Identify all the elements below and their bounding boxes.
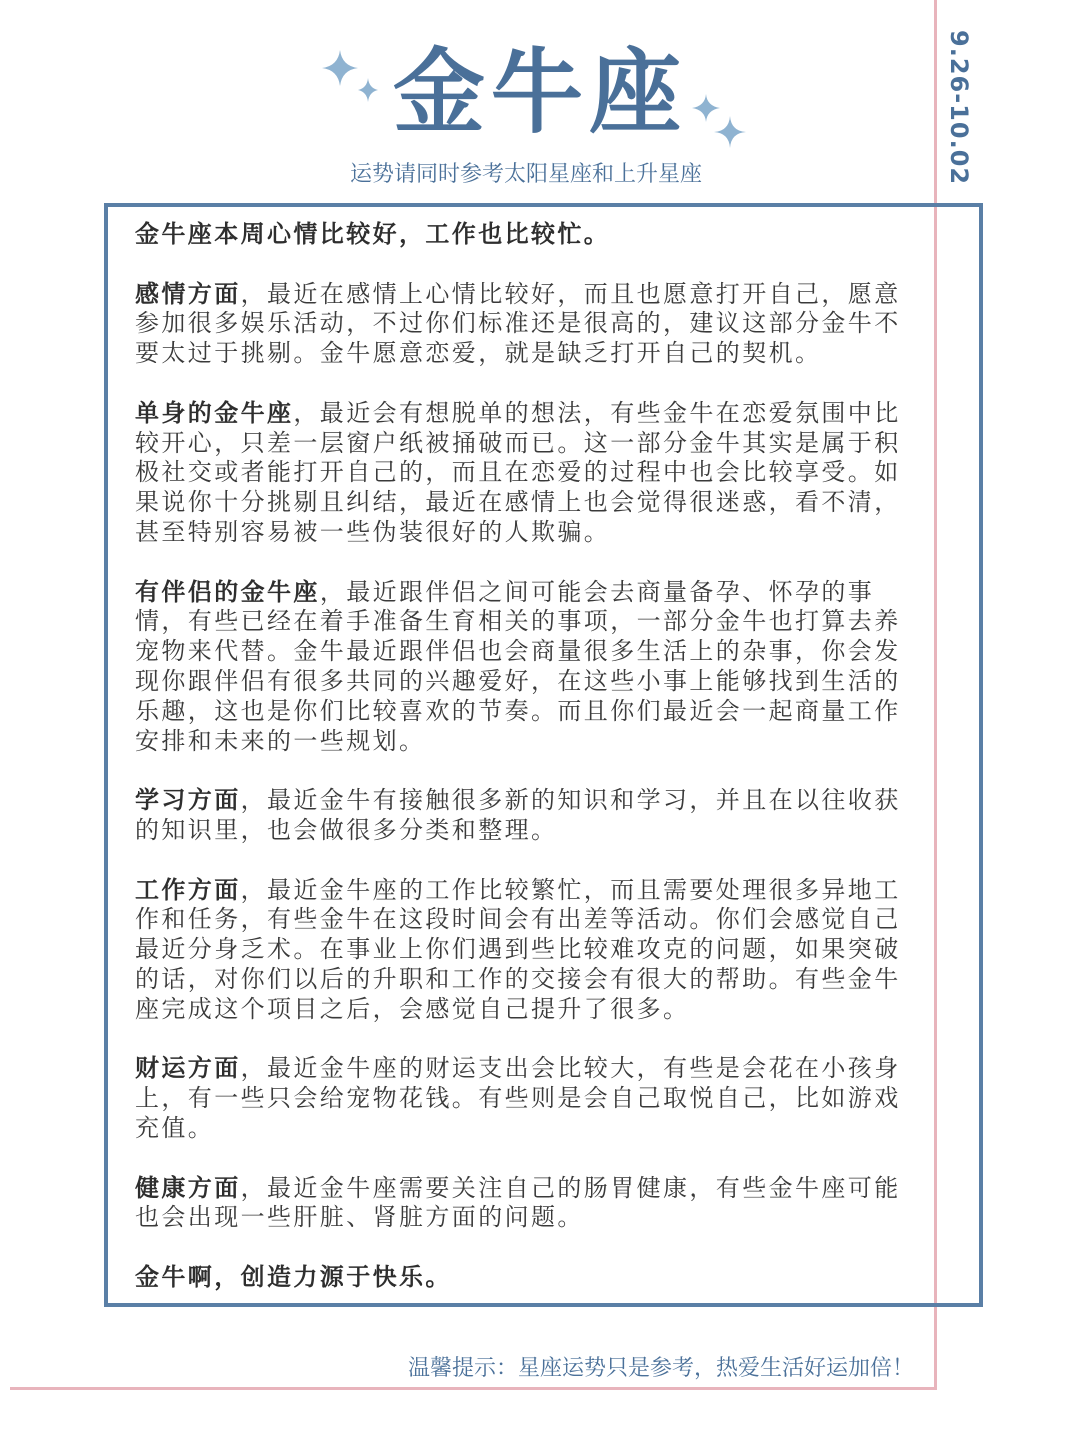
section-text: ，最近金牛有接触很多新的知识和学习，并且在以往收获的知识里，也会做很多分类和整理。 xyxy=(135,786,901,844)
section-text: ，最近金牛座需要关注自己的肠胃健康，有些金牛座可能也会出现一些肝脏、肾脏方面的问题。 xyxy=(135,1173,901,1232)
section-paragraph xyxy=(135,786,915,846)
section-paragraph xyxy=(135,280,915,369)
section-heading: 感情方面 xyxy=(135,279,241,308)
pink-horizontal-line xyxy=(10,1387,937,1390)
subtitle: 运势请同时参考太阳星座和上升星座 xyxy=(349,162,702,187)
section-heading: 工作方面 xyxy=(135,875,241,904)
date-range: 9.26-10.02 xyxy=(945,30,973,186)
section-heading: 有伴侣的金牛座 xyxy=(135,577,320,606)
section-paragraph xyxy=(135,578,915,757)
page-title: 金牛座 xyxy=(392,39,687,146)
section-heading: 健康方面 xyxy=(135,1173,241,1202)
section-text: ，最近金牛座的财运支出会比较大，有些是会花在小孩身上，有一些只会给宠物花钱。有些则是会自己取悦自己，比如游戏充值。 xyxy=(135,1054,901,1142)
intro-line: 金牛座本周心情比较好，工作也比较忙。 xyxy=(135,220,611,248)
section-text: ，最近金牛座的工作比较繁忙，而且需要处理很多异地工作和任务，有些金牛在这段时间会有出差等活动。你们会感觉自己最近分身乏术。在事业上你们遇到些比较难攻克的问题，如果突破的话，对你们以后的升职和工作的交接会有很大的帮助。有些金牛座完成这个项目之后，会感觉自己提升了很多。 xyxy=(135,875,901,1023)
section-paragraph xyxy=(135,399,915,548)
section-text: ，最近在感情上心情比较好，而且也愿意打开自己，愿意参加很多娱乐活动，不过你们标准还是很高的，建议这部分金牛不要太过于挑剔。金牛愿意恋爱，就是缺乏打开自己的契机。 xyxy=(135,279,901,368)
section-heading: 财运方面 xyxy=(135,1054,241,1083)
section-text: ，最近跟伴侣之间可能会去商量备孕、怀孕的事情，有些已经在着手准备生育相关的事项，一部分金牛也打算去养宠物来代替。金牛最近跟伴侣也会商量很多生活上的杂事，你会发现你跟伴侣有很多共同的兴趣爱好，在这些小事上能够找到生活的乐趣，这也是你们比较喜欢的节奏。而且你们最近会一起商量工作安排和未来的一些规划。 xyxy=(135,577,901,755)
footer-tip: 温馨提示：星座运势只是参考，热爱生活好运加倍！ xyxy=(407,1356,914,1381)
section-paragraph xyxy=(135,1054,915,1143)
section-paragraph xyxy=(135,876,915,1025)
closing-line: 金牛啊，创造力源于快乐。 xyxy=(135,1262,452,1291)
section-heading: 学习方面 xyxy=(135,786,241,815)
section-heading: 单身的金牛座 xyxy=(135,398,294,427)
horoscope-content xyxy=(135,220,915,1322)
section-paragraph xyxy=(135,1174,915,1234)
section-text: ，最近会有想脱单的想法，有些金牛在恋爱氛围中比较开心，只差一层窗户纸被捅破而已。这一部分金牛其实是属于积极社交或者能打开自己的，而且在恋爱的过程中也会比较享受。如果说你十分挑剔且纠结，最近在感情上也会觉得很迷惑，看不清，甚至特别容易被一些伪装很好的人欺骗。 xyxy=(135,398,901,546)
